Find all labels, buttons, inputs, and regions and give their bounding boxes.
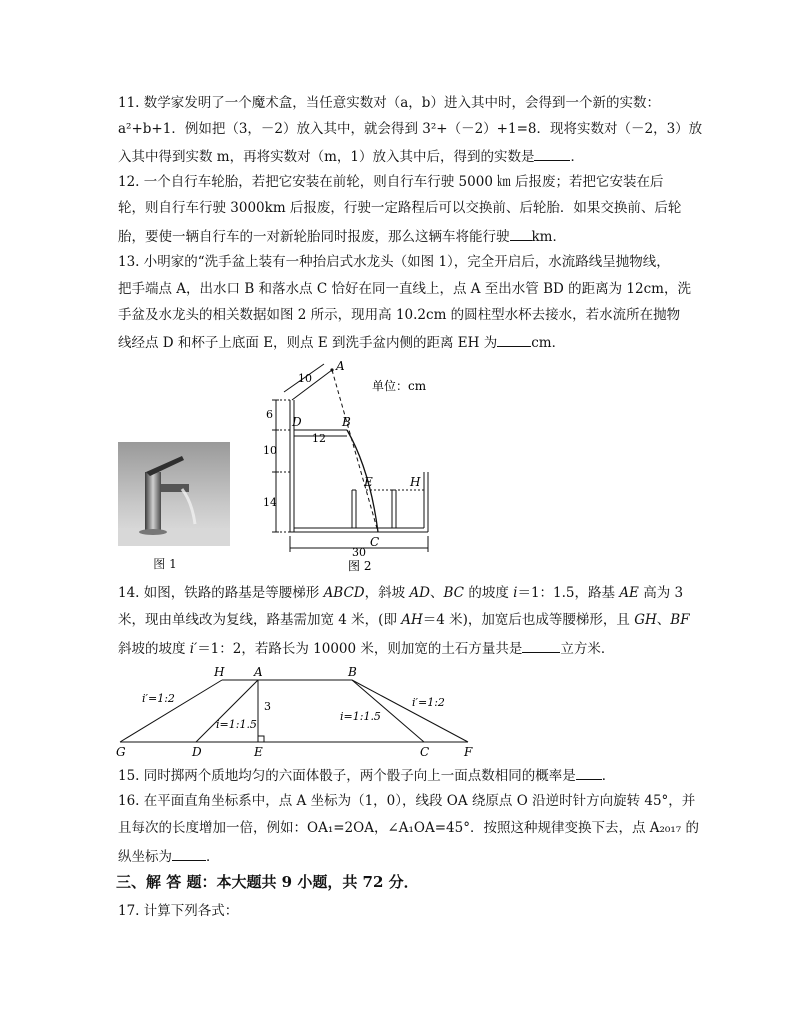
q14-i: i: [513, 585, 518, 601]
trap-height: 3: [264, 700, 271, 713]
q11-line3-text: 入其中得到实数 m，再将实数对（m，1）放入其中后，得到的实数是: [118, 149, 535, 165]
q15-end: ．: [601, 768, 616, 784]
figure2-caption: 图 2: [348, 559, 372, 572]
q14-bc: BC: [443, 585, 465, 601]
q17-line1: 17. 计算下列各式：: [118, 903, 239, 919]
dim-12: 12: [312, 432, 326, 445]
q13-line4-text: 线经点 D 和杯子上底面 E，则点 E 到洗手盆内侧的距离 EH 为: [118, 335, 498, 351]
q12-answer-blank[interactable]: [510, 226, 532, 241]
unit-label: 单位：cm: [372, 379, 427, 393]
q16-line2: 且每次的长度增加一倍，例如：OA₁=2OA，∠A₁OA=45°．按照这种规律变换下去，点 A₂₀₁₇ 的: [118, 820, 699, 836]
q12-line3-text: 胎，要使一辆自行车的一对新轮胎同时报废，那么这辆车将能行驶: [118, 229, 510, 245]
q14-abcd: ABCD: [323, 585, 365, 601]
q14-gh: GH: [634, 612, 657, 628]
trap-slope-right-inner: i=1:1.5: [340, 710, 381, 723]
q16-line1: 16. 在平面直角坐标系中，点 A 坐标为（1，0），线段 OA 绕原点 O 沿逆时针方向旋转 45°，并: [118, 793, 696, 809]
dim-10-handle: 10: [298, 372, 312, 385]
trap-B: B: [348, 665, 357, 679]
q16-answer-blank[interactable]: [172, 846, 206, 861]
trapezoid-diagram: [112, 662, 474, 758]
trap-slope-left-inner: i=1:1.5: [216, 718, 257, 731]
point-A-label: A: [336, 360, 345, 373]
q14-l3a: 斜坡的坡度: [118, 641, 190, 657]
dim-10-post: 10: [263, 444, 277, 457]
q14-ad: AD: [409, 585, 431, 601]
q13-line2: 把手端点 A，出水口 B 和落水点 C 恰好在同一直线上，点 A 至出水管 BD 的距离为 12cm，洗: [118, 281, 691, 297]
q13-figure2: [262, 360, 442, 576]
q14-l2e: 、: [656, 612, 671, 628]
q14-l1k: 高为 3: [638, 585, 684, 601]
q14-answer-blank[interactable]: [522, 638, 560, 653]
dim-6: 6: [266, 408, 273, 421]
q14-bf: BF: [670, 612, 690, 628]
q13-line1: 13. 小明家的“洗手盆上装有一种抬启式水龙头（如图 1），完全开启后，水流路线呈抛物线，: [118, 254, 670, 270]
dim-14: 14: [263, 496, 277, 509]
q12-line2: 轮，则自行车行驶 3000km 后报废，行驶一定路程后可以交换前、后轮胎．如果交换前、后轮: [118, 200, 682, 216]
q13-line4-end: cm．: [531, 335, 566, 351]
section3-heading: 三、解 答 题：本大题共 9 小题，共 72 分．: [116, 873, 419, 891]
trap-E: E: [254, 745, 263, 758]
q13-answer-blank[interactable]: [497, 332, 531, 347]
q14-l2c: ＝4 米)，加宽后也成等腰梯形，且: [422, 612, 635, 628]
point-H-label: H: [410, 475, 421, 489]
q11-line3: [118, 146, 584, 166]
q11-answer-blank[interactable]: [534, 146, 570, 161]
point-D-label: D: [292, 415, 302, 429]
q16-text: 纵坐标为: [118, 849, 172, 865]
q14-figure: [112, 662, 474, 762]
q13-line4: [118, 332, 565, 352]
q11-line3-end: ．: [570, 149, 584, 165]
q14-l3d: 立方米．: [560, 641, 615, 657]
q14-l1e: 、: [430, 585, 444, 601]
q15-answer-blank[interactable]: [576, 765, 602, 780]
point-E-label: E: [364, 475, 373, 489]
q14-line3: [118, 638, 614, 658]
dim-30: 30: [352, 546, 366, 559]
q14-l1-text: 14. 如图，铁路的路基是等腰梯形: [118, 585, 324, 601]
q14-iprime: i′: [189, 641, 198, 657]
q14-l1g: 的坡度: [464, 585, 514, 601]
q14-l3c: ＝1：2，若路长为 10000 米，则加宽的土石方量共是: [197, 641, 523, 657]
q11-line2: a²+b+1．例如把（3，－2）放入其中，就会得到 3²+（－2）+1=8．现将实数对（－2，3）放: [118, 121, 703, 137]
trap-slope-left-outer: i′=1:2: [142, 692, 175, 705]
q14-l1i: ＝1：1.5，路基: [517, 585, 620, 601]
q14-l2a: 米，现由单线改为复线，路基需加宽 4 米，(即: [118, 612, 402, 628]
figure1-caption: 图 1: [153, 557, 177, 571]
q16-end: ．: [206, 849, 220, 865]
q14-ae: AE: [619, 585, 639, 601]
faucet-photo: [118, 442, 230, 572]
q14-line1: [118, 584, 683, 602]
trap-G: G: [116, 745, 126, 758]
q12-line1: 12. 一个自行车轮胎，若把它安装在前轮，则自行车行驶 5000 ㎞ 后报废；若把它安装在后: [118, 174, 664, 190]
q15-text: 15. 同时掷两个质地均匀的六面体骰子，两个骰子向上一面点数相同的概率是: [118, 768, 576, 784]
point-C-label: C: [370, 535, 380, 549]
q14-ah: AH: [401, 612, 423, 628]
faucet-diagram: [262, 360, 442, 572]
q15-line1: [118, 765, 615, 785]
trap-H: H: [214, 665, 225, 679]
trap-F: F: [464, 745, 473, 758]
q12-line3-end: km．: [531, 229, 566, 245]
q13-figure1: [118, 442, 230, 576]
q12-line3: [118, 226, 566, 246]
trap-slope-right-outer: i′=1:2: [412, 696, 445, 709]
q16-line3: [118, 846, 220, 866]
q14-line2: [118, 611, 690, 629]
point-B-label: B: [342, 415, 351, 429]
q11-line1: 11. 数学家发明了一个魔术盒，当任意实数对（a，b）进入其中时，会得到一个新的实数：: [118, 95, 660, 111]
trap-D: D: [192, 745, 202, 758]
trap-A: A: [254, 665, 263, 679]
q13-line3: 手盆及水龙头的相关数据如图 2 所示，现用高 10.2cm 的圆柱型水杯去接水，若水流所在抛物: [118, 307, 681, 323]
q14-l1c: ，斜坡: [364, 585, 410, 601]
trap-C: C: [420, 745, 430, 758]
